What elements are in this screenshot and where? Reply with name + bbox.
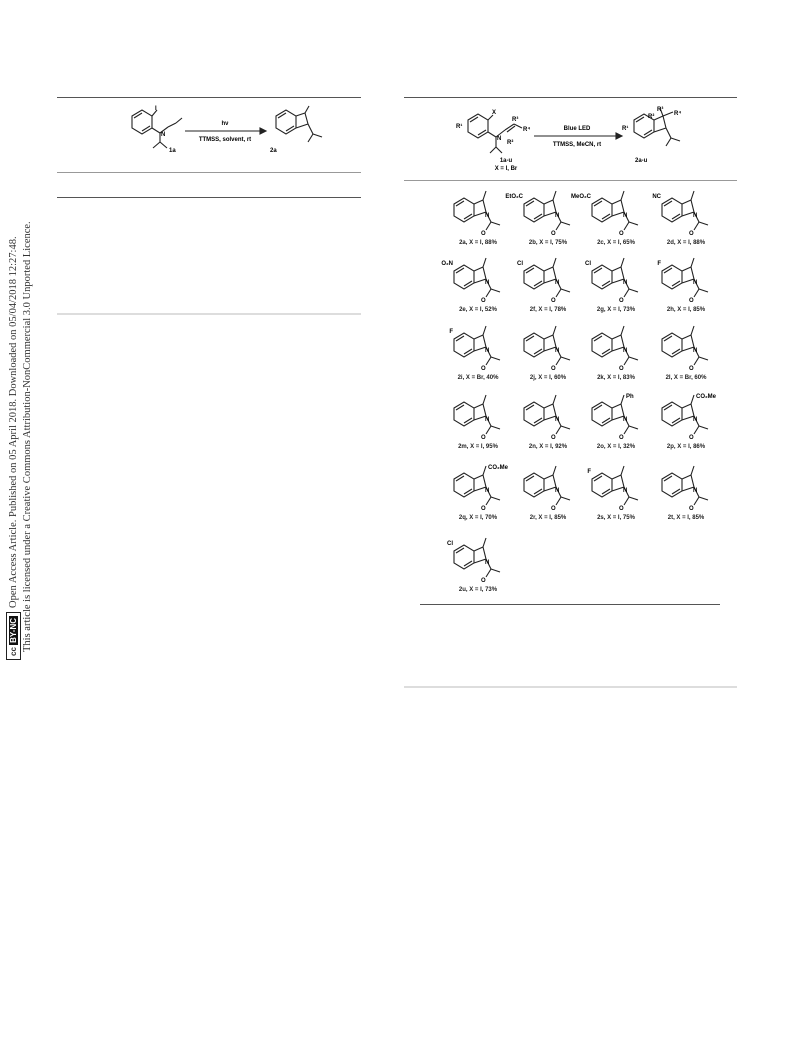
product-structure: [440, 535, 522, 587]
bond: [621, 466, 624, 475]
atom-o-label: O: [551, 435, 556, 441]
bond: [553, 395, 556, 404]
bond: [621, 258, 624, 267]
right-table-foot-rule: [404, 686, 737, 688]
product-caption: 2l, X = Br, 60%: [665, 375, 707, 381]
substituent-r4: R⁴: [523, 127, 531, 133]
bond: [621, 191, 624, 200]
bond: [691, 395, 694, 404]
cc-badge-icon[interactable]: cc BY-NC: [6, 612, 21, 660]
left-table-top-rule: [57, 97, 361, 98]
side-chain-label: Ph: [626, 394, 634, 400]
product-caption: 2b, X = I, 75%: [528, 240, 568, 246]
bond: [594, 268, 610, 286]
product-structure: [648, 323, 730, 375]
side-chain-label: CO₂Me: [488, 465, 509, 471]
bond: [526, 405, 542, 423]
bond: [483, 466, 486, 475]
product-caption: 2t, X = I, 85%: [667, 515, 705, 521]
left-table-bottom-rule: [57, 313, 361, 315]
atom-o-label: O: [619, 366, 624, 372]
bond: [621, 326, 624, 335]
bond: [594, 405, 610, 423]
substituent-r2: R²: [507, 140, 514, 146]
product-compound-label: 2a: [270, 148, 277, 154]
start-compound-label: 1a-u: [499, 158, 513, 164]
atom-n-label: N: [555, 488, 560, 494]
bond: [664, 405, 680, 423]
bond: [664, 201, 680, 219]
substituent-x: X: [492, 110, 497, 116]
bond: [456, 336, 472, 354]
left-table-rule: [57, 172, 361, 173]
substituent-label: MeO₂C: [570, 194, 591, 200]
left-reaction-scheme: [110, 104, 340, 166]
atom-n-label: N: [485, 348, 490, 354]
atom-o-label: O: [689, 366, 694, 372]
product-caption: 2m, X = I, 95%: [458, 444, 498, 450]
right-reaction-scheme: [450, 104, 720, 176]
product-structure: [648, 392, 730, 444]
product-r4: R⁴: [674, 111, 682, 117]
bond: [526, 476, 542, 494]
product-caption: 2u, X = I, 73%: [458, 587, 498, 593]
product-r2: R²: [648, 114, 655, 120]
atom-o-label: O: [551, 506, 556, 512]
bond: [553, 258, 556, 267]
above-arrow-label: Blue LED: [563, 126, 591, 132]
atom-o-label: O: [551, 366, 556, 372]
bond: [664, 336, 680, 354]
bond: [483, 258, 486, 267]
below-arrow-label: TTMSS, solvent, rt: [198, 137, 252, 143]
atom-n-label: N: [623, 488, 628, 494]
substituent-label: Cl: [585, 261, 591, 267]
product-caption: 2f, X = I, 78%: [529, 307, 567, 313]
atom-n-label: N: [555, 417, 560, 423]
bond: [553, 466, 556, 475]
start-compound-label: 1a: [169, 148, 176, 154]
substituent-label: F: [587, 469, 591, 475]
bond: [456, 268, 472, 286]
side-license-notice: [6, 120, 40, 660]
atom-o-label: O: [689, 506, 694, 512]
atom-n-label: N: [485, 280, 490, 286]
atom-o-label: O: [551, 298, 556, 304]
product-structure: [648, 255, 730, 307]
product-caption: 2c, X = I, 65%: [597, 240, 635, 246]
bond: [483, 538, 486, 547]
product-caption: 2g, X = I, 73%: [596, 307, 636, 313]
atom-n-label: N: [693, 280, 698, 286]
atom-n-label: N: [485, 213, 490, 219]
atom-n-label: N: [485, 417, 490, 423]
atom-n-label: N: [693, 417, 698, 423]
atom-n-label: N: [623, 348, 628, 354]
product-caption: 2k, X = I, 83%: [597, 375, 635, 381]
product-caption: 2q, X = I, 70%: [458, 515, 498, 521]
bond: [456, 476, 472, 494]
below-arrow-label: TTMSS, MeCN, rt: [552, 142, 602, 148]
atom-n-label: N: [497, 136, 502, 142]
right-table-header-rule: [404, 180, 737, 181]
product-caption: 2d, X = I, 88%: [666, 240, 706, 246]
atom-o-label: O: [481, 578, 486, 584]
atom-o-label: O: [619, 298, 624, 304]
atom-o-label: O: [481, 231, 486, 237]
substituent-label: F: [449, 329, 453, 335]
product-caption: 2r, X = I, 85%: [529, 515, 567, 521]
bond: [553, 326, 556, 335]
atom-n-label: N: [693, 348, 698, 354]
substituent-r3: R³: [512, 117, 519, 123]
substituent-label: O₂N: [441, 261, 453, 267]
product-caption: 2e, X = I, 52%: [459, 307, 497, 313]
product-r1: R¹: [622, 126, 629, 132]
bond: [526, 268, 542, 286]
bond: [456, 405, 472, 423]
bond: [621, 395, 624, 404]
product-r3: R³: [657, 107, 664, 113]
atom-o-label: O: [619, 435, 624, 441]
substituent-r1: R¹: [456, 124, 463, 130]
product-caption: 2h, X = I, 85%: [666, 307, 706, 313]
atom-n-label: N: [555, 280, 560, 286]
bond: [594, 201, 610, 219]
atom-o-label: O: [481, 506, 486, 512]
right-table-bottom-rule: [420, 604, 720, 605]
substituent-label: F: [657, 261, 661, 267]
atom-o-label: O: [481, 435, 486, 441]
bond: [691, 258, 694, 267]
atom-o-label: O: [689, 298, 694, 304]
atom-n-label: N: [693, 488, 698, 494]
license-notice[interactable]: This article is licensed under a Creative Commons Attribution-NonCommercial 3.0 Unported Licence.: [22, 221, 33, 652]
atom-o-label: O: [619, 506, 624, 512]
bond: [553, 191, 556, 200]
substituent-label: Cl: [447, 541, 453, 547]
atom-n-label: N: [623, 213, 628, 219]
atom-n-label: N: [485, 488, 490, 494]
product-caption: 2s, X = I, 75%: [597, 515, 635, 521]
published-notice: Open Access Article. Published on 05 April 2018. Downloaded on 05/04/2018 12:27:48.: [7, 236, 19, 608]
atom-n-label: N: [555, 348, 560, 354]
bond: [526, 201, 542, 219]
atom-o-label: O: [481, 366, 486, 372]
atom-n-label: N: [623, 417, 628, 423]
product-structure: [648, 463, 730, 515]
side-chain-label: CO₂Me: [696, 394, 717, 400]
product-caption: 2o, X = I, 32%: [596, 444, 636, 450]
product-caption: 2n, X = I, 92%: [528, 444, 568, 450]
bond: [664, 268, 680, 286]
bond: [456, 548, 472, 566]
atom-n-label: N: [485, 560, 490, 566]
atom-n-label: N: [623, 280, 628, 286]
bond: [691, 466, 694, 475]
bond: [526, 336, 542, 354]
bond: [691, 191, 694, 200]
atom-n-label: N: [161, 132, 166, 138]
atom-o-label: O: [619, 231, 624, 237]
side-license-text: [6, 120, 40, 660]
left-table-header-rule: [57, 197, 361, 198]
atom-n-label: N: [693, 213, 698, 219]
substituent-label: NC: [652, 194, 661, 200]
bond: [456, 201, 472, 219]
bond: [483, 191, 486, 200]
bond: [483, 326, 486, 335]
atom-o-label: O: [551, 231, 556, 237]
right-table-top-rule: [404, 97, 737, 98]
product-structure: [648, 188, 730, 240]
substituent-label: Cl: [517, 261, 523, 267]
product-caption: 2p, X = I, 86%: [666, 444, 706, 450]
product-caption: 2i, X = Br, 40%: [457, 375, 499, 381]
atom-o-label: O: [689, 435, 694, 441]
bond: [691, 326, 694, 335]
bond: [483, 395, 486, 404]
iodo-label: I: [155, 106, 157, 112]
start-note-label: X = I, Br: [494, 166, 518, 172]
product-caption: 2j, X = I, 60%: [529, 375, 567, 381]
above-arrow-label: hν: [221, 121, 229, 127]
bond: [594, 476, 610, 494]
atom-o-label: O: [689, 231, 694, 237]
bond: [664, 476, 680, 494]
atom-n-label: N: [555, 213, 560, 219]
product-caption: 2a, X = I, 88%: [459, 240, 497, 246]
substituent-label: EtO₂C: [505, 194, 523, 200]
atom-o-label: O: [481, 298, 486, 304]
bond: [594, 336, 610, 354]
product-compound-label: 2a-u: [635, 158, 648, 164]
